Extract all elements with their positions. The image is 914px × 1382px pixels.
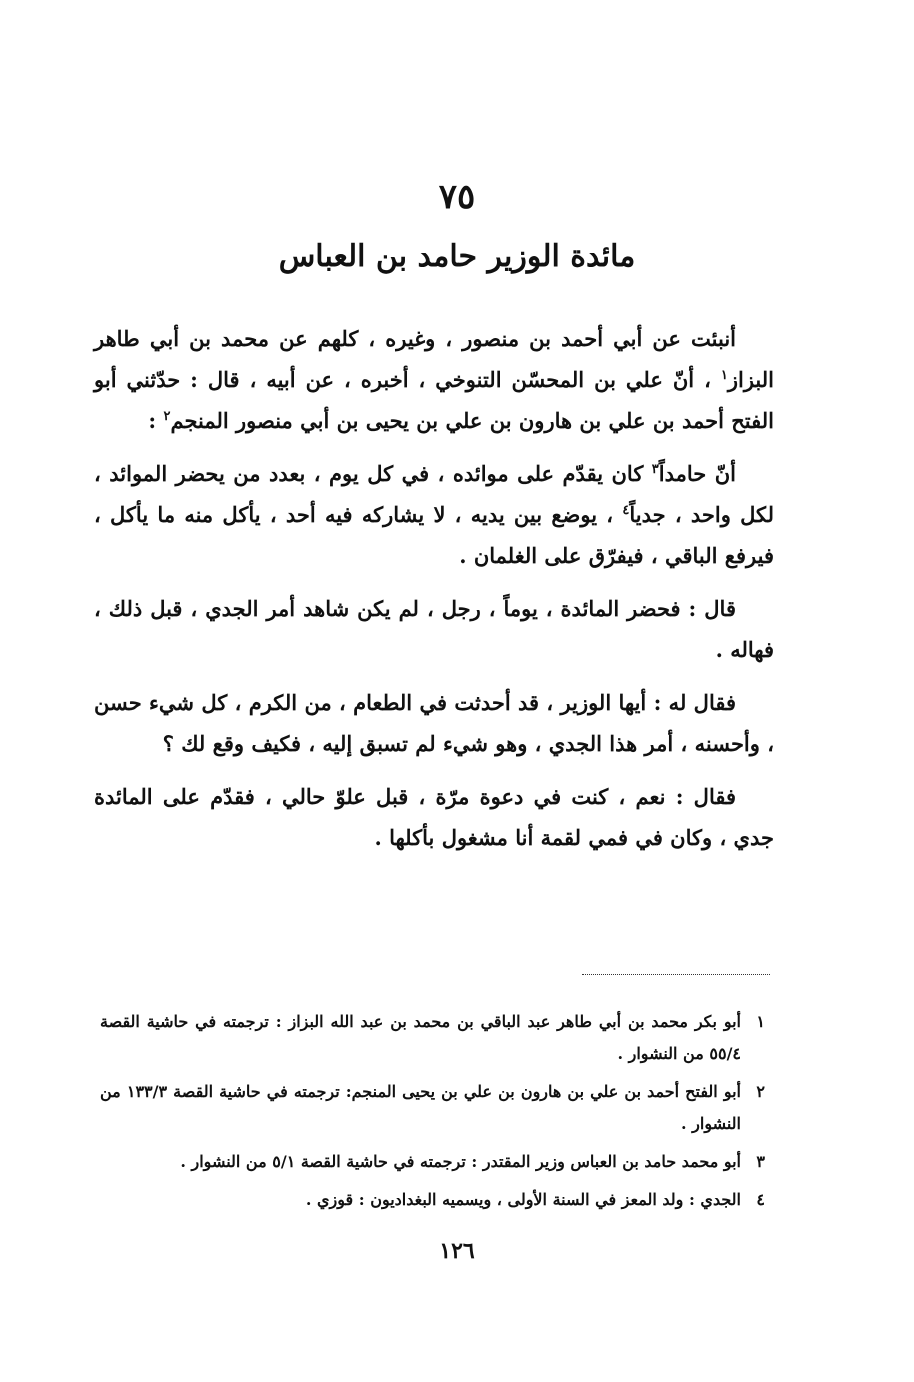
paragraph-1-text-a: أنبئت عن أبي أحمد بن منصور ، وغيره ، كلهم عن محمد بن أبي طاهر البزاز bbox=[94, 326, 774, 392]
footnote-ref-2: ٢ bbox=[163, 409, 171, 424]
footnote-number: ٤ bbox=[756, 1190, 765, 1209]
footnote-text: أبو محمد حامد بن العباس وزير المقتدر : ترجمته في حاشية القصة ٥/١ من النشوار . bbox=[180, 1152, 741, 1171]
footnote-number: ٢ bbox=[756, 1082, 765, 1101]
footnote-divider bbox=[582, 974, 770, 975]
footnote-number: ٣ bbox=[756, 1152, 765, 1171]
story-number: ٧٥ bbox=[438, 177, 476, 217]
footnote-text: أبو بكر محمد بن أبي طاهر عبد الباقي بن محمد بن عبد الله البزاز : ترجمته في حاشية القصة ٥٥/٤ من النشوار . bbox=[100, 1012, 741, 1063]
story-title: مائدة الوزير حامد بن العباس bbox=[278, 239, 636, 274]
paragraph-2-text-b: كان يقدّم على موائده ، في كل يوم ، بعدد من يحضر الموائد ، لكل واحد ، جدياً bbox=[94, 461, 774, 527]
paragraph-1-text-c: : bbox=[148, 408, 164, 433]
paragraph-1-text-b: ، أنّ علي بن المحسّن التنوخي ، أخبره ، عن أبيه ، قال : حدّثني أبو الفتح أحمد بن علي بن هارون بن علي بن يحيى بن أبي منصور المنجم bbox=[94, 367, 774, 433]
footnote-number: ١ bbox=[756, 1012, 765, 1031]
footnote-4 bbox=[100, 1184, 765, 1216]
paragraph-4: فقال له : أيها الوزير ، قد أحدثت في الطعام ، من الكرم ، كل شيء حسن ، وأحسنه ، أمر هذا الجدي ، وهو شيء لم تسبق إليه ، فكيف وقع لك ؟ bbox=[94, 690, 774, 756]
paragraph-2 bbox=[94, 453, 774, 576]
footnote-ref-4: ٤ bbox=[622, 503, 630, 518]
footnote-3 bbox=[100, 1146, 765, 1178]
paragraph-1 bbox=[94, 318, 774, 441]
footnote-ref-1: ١ bbox=[720, 368, 728, 383]
footnote-ref-3: ٣ bbox=[651, 462, 659, 477]
paragraph-2-text-a: أنّ حامداً bbox=[658, 461, 736, 486]
footnote-text: الجدي : ولد المعز في السنة الأولى ، ويسميه البغداديون : قوزي . bbox=[305, 1190, 741, 1209]
footnote-text: أبو الفتح أحمد بن علي بن هارون بن علي بن يحيى المنجم: ترجمته في حاشية القصة ١٣٣/٣ من النشوار . bbox=[100, 1082, 742, 1133]
footnote-1 bbox=[100, 1006, 765, 1070]
footnote-2 bbox=[100, 1076, 765, 1140]
story-body bbox=[94, 318, 774, 870]
paragraph-3: قال : فحضر المائدة ، يوماً ، رجل ، لم يكن شاهد أمر الجدي ، قبل ذلك ، فهاله . bbox=[94, 596, 774, 662]
paragraph-5: فقال : نعم ، كنت في دعوة مرّة ، قبل علوّ حالي ، فقدّم على المائدة جدي ، وكان في فمي لقمة أنا مشغول بأكلها . bbox=[94, 784, 774, 850]
paragraph-2-text-c: ، يوضع بين يديه ، لا يشاركه فيه أحد ، يأكل منه ما يأكل ، فيرفع الباقي ، فيفرّق على الغلمان . bbox=[94, 502, 774, 568]
footnotes bbox=[100, 1006, 765, 1222]
page-number: ١٢٦ bbox=[439, 1238, 475, 1264]
